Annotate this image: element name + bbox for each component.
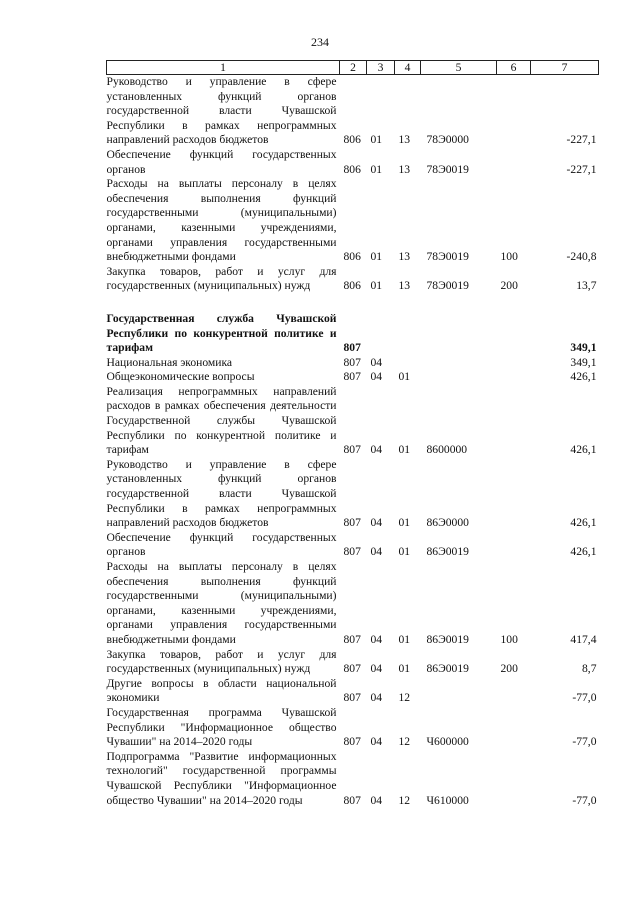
row-target-article: 78Э0019 [426, 279, 469, 293]
row-amount: -227,1 [566, 133, 597, 147]
row-amount: 426,1 [570, 545, 597, 559]
row-section: 04 [370, 662, 383, 676]
row-amount: 426,1 [570, 443, 597, 457]
row-amount: 349,1 [570, 341, 597, 355]
row-gr: 807 [343, 691, 361, 705]
column-header: 3 [367, 61, 395, 75]
row-name: Руководство и управление в сфере установленных функций органов государственной власти Чувашской Республики в рамках непрограммных направлений расходов бюджетов [106, 75, 337, 147]
row-section: 01 [370, 250, 383, 264]
column-header: 1 [107, 61, 340, 75]
row-subsection: 12 [398, 735, 411, 749]
table-row [107, 531, 599, 560]
row-target-article [421, 356, 497, 371]
row-target-article: 78Э0000 [426, 133, 469, 147]
row-subsection: 13 [398, 133, 411, 147]
row-name: Другие вопросы в области национальной экономики [106, 676, 337, 705]
row-amount: 13,7 [576, 279, 597, 293]
row-section: 04 [370, 545, 383, 559]
row-expense-type [497, 370, 531, 385]
row-expense-type [497, 75, 531, 148]
row-amount: -77,0 [572, 735, 597, 749]
row-section: 01 [370, 133, 383, 147]
row-target-article: Ч600000 [426, 735, 469, 749]
row-section: 01 [370, 162, 383, 176]
row-section: 01 [370, 279, 383, 293]
budget-table [106, 60, 599, 808]
row-gr: 807 [343, 632, 361, 646]
row-name: Государственная служба Чувашской Республики по конкурентной политике и тарифам [106, 311, 337, 355]
row-gr: 807 [343, 341, 361, 355]
table-row [107, 265, 599, 294]
row-expense-type [497, 385, 531, 458]
table-row [107, 560, 599, 648]
row-name: Закупка товаров, работ и услуг для государственных (муниципальных) нужд [106, 647, 337, 676]
row-subsection: 12 [398, 793, 411, 807]
table-row [107, 370, 599, 385]
row-name: Национальная экономика [106, 355, 233, 369]
row-subsection: 12 [398, 691, 411, 705]
table-row [107, 148, 599, 177]
row-section: 04 [370, 443, 383, 457]
column-number-header [107, 61, 599, 75]
row-name: Расходы на выплаты персоналу в целях обеспечения выполнения функций государственными (муниципальными) органами, казенными учреждениями, органами управления государственными внебюджетными фондами [106, 560, 337, 646]
table-row [107, 312, 599, 356]
table-row [107, 177, 599, 265]
row-target-article: 86Э0000 [426, 516, 469, 530]
spacer-row [107, 294, 599, 312]
row-amount: 8,7 [582, 662, 597, 676]
row-expense-type [497, 750, 531, 808]
row-target-article: 86Э0019 [426, 632, 469, 646]
row-subsection: 01 [398, 370, 411, 384]
row-section: 04 [370, 793, 383, 807]
row-target-article: 8600000 [426, 443, 468, 457]
row-expense-type: 100 [500, 250, 518, 264]
row-target-article: 86Э0019 [426, 662, 469, 676]
row-gr: 807 [343, 370, 361, 384]
row-subsection: 13 [398, 162, 411, 176]
row-subsection: 13 [398, 279, 411, 293]
row-expense-type [497, 356, 531, 371]
row-amount: 417,4 [570, 632, 597, 646]
row-expense-type: 200 [500, 662, 518, 676]
row-section: 04 [370, 691, 383, 705]
table-body [107, 75, 599, 809]
table-row [107, 706, 599, 750]
row-amount: -77,0 [572, 793, 597, 807]
row-subsection: 01 [398, 545, 411, 559]
row-gr: 807 [343, 355, 361, 369]
row-target-article [421, 312, 497, 356]
table-row [107, 75, 599, 148]
row-gr: 807 [343, 545, 361, 559]
row-expense-type [497, 677, 531, 706]
spacer-cell [107, 294, 599, 312]
row-subsection: 01 [398, 516, 411, 530]
row-section: 04 [370, 516, 383, 530]
row-target-article: 78Э0019 [426, 250, 469, 264]
row-subsection: 13 [398, 250, 411, 264]
row-gr: 806 [343, 162, 361, 176]
column-header: 6 [497, 61, 531, 75]
row-subsection: 01 [398, 632, 411, 646]
row-gr: 806 [343, 279, 361, 293]
row-target-article: 78Э0019 [426, 162, 469, 176]
row-gr: 806 [343, 250, 361, 264]
row-amount: 426,1 [570, 516, 597, 530]
row-section: 04 [370, 355, 383, 369]
row-target-article [421, 677, 497, 706]
row-amount: -227,1 [566, 162, 597, 176]
row-section: 04 [370, 632, 383, 646]
row-expense-type [497, 531, 531, 560]
row-expense-type [497, 312, 531, 356]
row-gr: 807 [343, 662, 361, 676]
row-section [367, 312, 395, 356]
table-row [107, 458, 599, 531]
page-number: 234 [311, 35, 329, 49]
table-row [107, 648, 599, 677]
row-amount: 426,1 [570, 370, 597, 384]
row-subsection: 01 [398, 443, 411, 457]
row-section: 04 [370, 735, 383, 749]
row-name: Обеспечение функций государственных органов [106, 530, 337, 559]
row-target-article [421, 370, 497, 385]
table-row [107, 385, 599, 458]
row-name: Руководство и управление в сфере установленных функций органов государственной власти Чувашской Республики в рамках непрограммных направлений расходов бюджетов [106, 457, 337, 530]
row-section: 04 [370, 370, 383, 384]
row-name: Обеспечение функций государственных органов [106, 147, 337, 176]
row-gr: 807 [343, 443, 361, 457]
row-gr: 806 [343, 133, 361, 147]
row-name: Подпрограмма "Развитие информационных технологий" государственной программы Чувашской Республики "Информационное общество Чувашии" на 2014–2020 годы [106, 749, 337, 807]
row-subsection [395, 312, 421, 356]
column-header: 4 [395, 61, 421, 75]
row-subsection [395, 356, 421, 371]
row-name: Государственная программа Чувашской Республики "Информационное общество Чувашии" на 2014–2020 годы [106, 705, 337, 749]
row-expense-type: 200 [500, 279, 518, 293]
row-gr: 807 [343, 793, 361, 807]
table-row [107, 677, 599, 706]
row-name: Закупка товаров, работ и услуг для государственных (муниципальных) нужд [106, 264, 337, 293]
row-name: Реализация непрограммных направлений расходов в рамках обеспечения деятельности Государственной службы Чувашской Республики по конкурентной политике и тарифам [106, 384, 337, 457]
column-header: 7 [531, 61, 599, 75]
row-amount: -77,0 [572, 691, 597, 705]
table-row [107, 356, 599, 371]
row-name: Расходы на выплаты персоналу в целях обеспечения выполнения функций государственными (муниципальными) органами, казенными учреждениями, органами управления государственными внебюджетными фондами [106, 177, 337, 264]
row-expense-type [497, 458, 531, 531]
column-header: 5 [421, 61, 497, 75]
row-amount: -240,8 [566, 250, 597, 264]
row-target-article: 86Э0019 [426, 545, 469, 559]
column-header: 2 [340, 61, 367, 75]
row-expense-type [497, 706, 531, 750]
row-amount: 349,1 [570, 355, 597, 369]
row-gr: 807 [343, 735, 361, 749]
row-expense-type: 100 [500, 632, 518, 646]
row-expense-type [497, 148, 531, 177]
row-target-article: Ч610000 [426, 793, 469, 807]
table-row [107, 750, 599, 808]
row-subsection: 01 [398, 662, 411, 676]
row-gr: 807 [343, 516, 361, 530]
row-name: Общеэкономические вопросы [106, 370, 255, 384]
